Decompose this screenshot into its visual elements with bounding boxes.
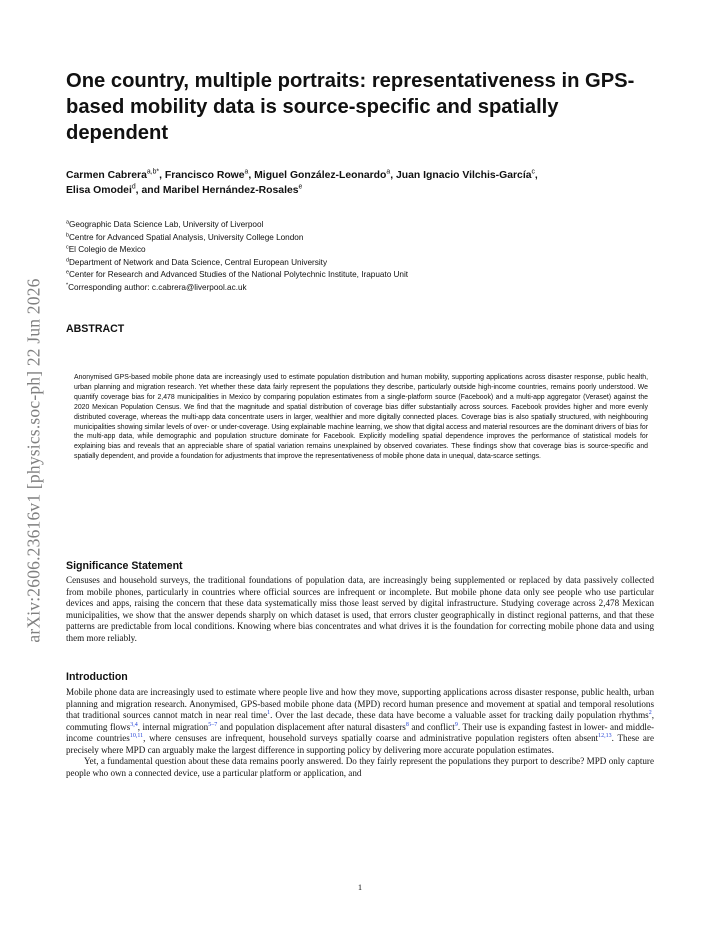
citation-link[interactable]: 10,11 [129,732,144,739]
affiliation-item: $^c$El Colegio de Mexico [66,244,146,255]
abstract-heading: ABSTRACT [66,323,125,335]
author-list [66,168,654,198]
page-number: 1 [357,882,363,892]
affiliation-item: $^b$Centre for Advanced Spatial Analysis, University College London [66,231,304,242]
citation-link[interactable]: 3,4 [130,721,138,728]
citation-link[interactable]: 9 [454,721,458,728]
introduction-heading: Introduction [66,671,128,683]
citation-link[interactable]: 1 [267,709,271,716]
arxiv-identifier[interactable]: arXiv:2606.23616v1 [physics.soc-ph] 22 Jun 2026 [23,277,44,643]
introduction-body [66,687,654,779]
significance-heading: Significance Statement [66,560,183,572]
author: Carmen Cabrera$^{a,b*}$, [66,168,165,181]
affiliation-item: $^e$Center for Research and Advanced Studies of the National Polytechnic Institute, Irapuato Unit [66,269,409,280]
arxiv-side-stamp [20,180,48,740]
paper-title: One country, multiple portraits: representativeness in GPS-based mobility data is source-specific and spatially dependent [66,70,635,144]
citation-link[interactable]: 8 [405,721,409,728]
corresponding-author[interactable]: *Corresponding author: c.cabrera@liverpool.ac.uk [66,282,247,292]
author: Elisa Omodei$^d$, and [66,183,163,196]
citation-link[interactable]: 2 [648,709,652,716]
affiliation-list [66,219,654,295]
author: Juan Ignacio Vilchis-García$^c$, [395,168,538,181]
author: Maribel Hernández-Rosales$^e$ [162,183,303,196]
author: Miguel González-Leonardo$^a$, [254,168,396,181]
significance-text: Censuses and household surveys, the traditional foundations of population data, are increasingly being supplemented or replaced by data passively collected from mobile phones, particularly in countries where official sources are infrequent or incomplete. But mobile phone data only see people who use particular devices and apps, raising the concern that these data systematically miss those least served by digital infrastructure. Studying coverage across 2,478 Mexican municipalities, we show that the answer depends sharply on which dataset is used, that errors cluster geographically in distinct regional patterns, and that these patterns are predictable from local conditions. Knowing where bias concentrates and what drives it is the foundation for correcting mobile phone data and using them more reliably. [66,575,654,643]
introduction-paragraph: Mobile phone data are increasingly used to estimate where people live and how they move, supporting applications across disaster response, public health, urban planning and migration research. Anonymised, GPS-based mobile phone data (MPD) record human presence and movement at spatial and temporal resolutions that traditional sources cannot match in near real time$^1$. Over the last decade, these data have become a valuable asset for tracking daily population rhythms$^2$, commuting flows$^{3,4}$, internal migration$^{5-7}$ and population displacement after natural disasters$^8$ and conflict$^9$. Their use is expanding fastest in lower- and middle-income countries$^{10,11}$, where censuses are infrequent, household surveys spatially coarse and administrative population registers often absent$^{12,13}$. These are precisely where MPD can arguably make the largest difference in supporting policy by delivering more accurate population estimates. [66,687,655,755]
affiliation-item: $^a$Geographic Data Science Lab, University of Liverpool [66,219,264,229]
introduction-paragraph: Yet, a fundamental question about these data remains poorly answered. Do they fairly represent the populations they purport to describe? MPD only capture people who own a connected device, use a particular platform or application, and [66,756,654,778]
affiliation-item: $^d$Department of Network and Data Science, Central European University [66,257,328,267]
citation-link[interactable]: 12,13 [598,732,612,739]
author: Francisco Rowe$^a$, [164,168,255,181]
citation-link[interactable]: 5–7 [208,721,218,728]
abstract-text: Anonymised GPS-based mobile phone data are increasingly used to estimate population distribution and human mobility, supporting applications across disaster response, public health, urban planning and migration research. Yet whether these data fairly represent the populations they describe, particularly outside high-income countries, remains poorly understood. We quantify coverage bias for 2,478 municipalities in Mexico by comparing population estimates from a single-platform source (Facebook) and a multi-app aggregator (Veraset) against the 2020 Mexican Population Census. We find that the magnitude and spatial distribution of coverage bias differ substantially across sources. Facebook provides higher and more evenly distributed coverage, whereas the multi-app data concentrate users in larger, wealthier and more digitally connected places. Coverage bias is also spatially structured, with neighbouring municipalities showing similar levels of over- or under-coverage. Using explainable machine learning, we show that digital access and material resources are the dominant drivers of bias for the multi-app data, while demographic and population structure dominate for Facebook. Explicitly modelling spatial dependence improves the performance of statistical models for explaining bias and reveals that an appreciable share of spatial variation remains unexplained by observed covariates. These findings show that coverage bias is source-specific and spatially dependent, and provide a foundation for adjustments that improve the representativeness of mobile phone data in unequal, data-scarce settings. [74,374,648,461]
